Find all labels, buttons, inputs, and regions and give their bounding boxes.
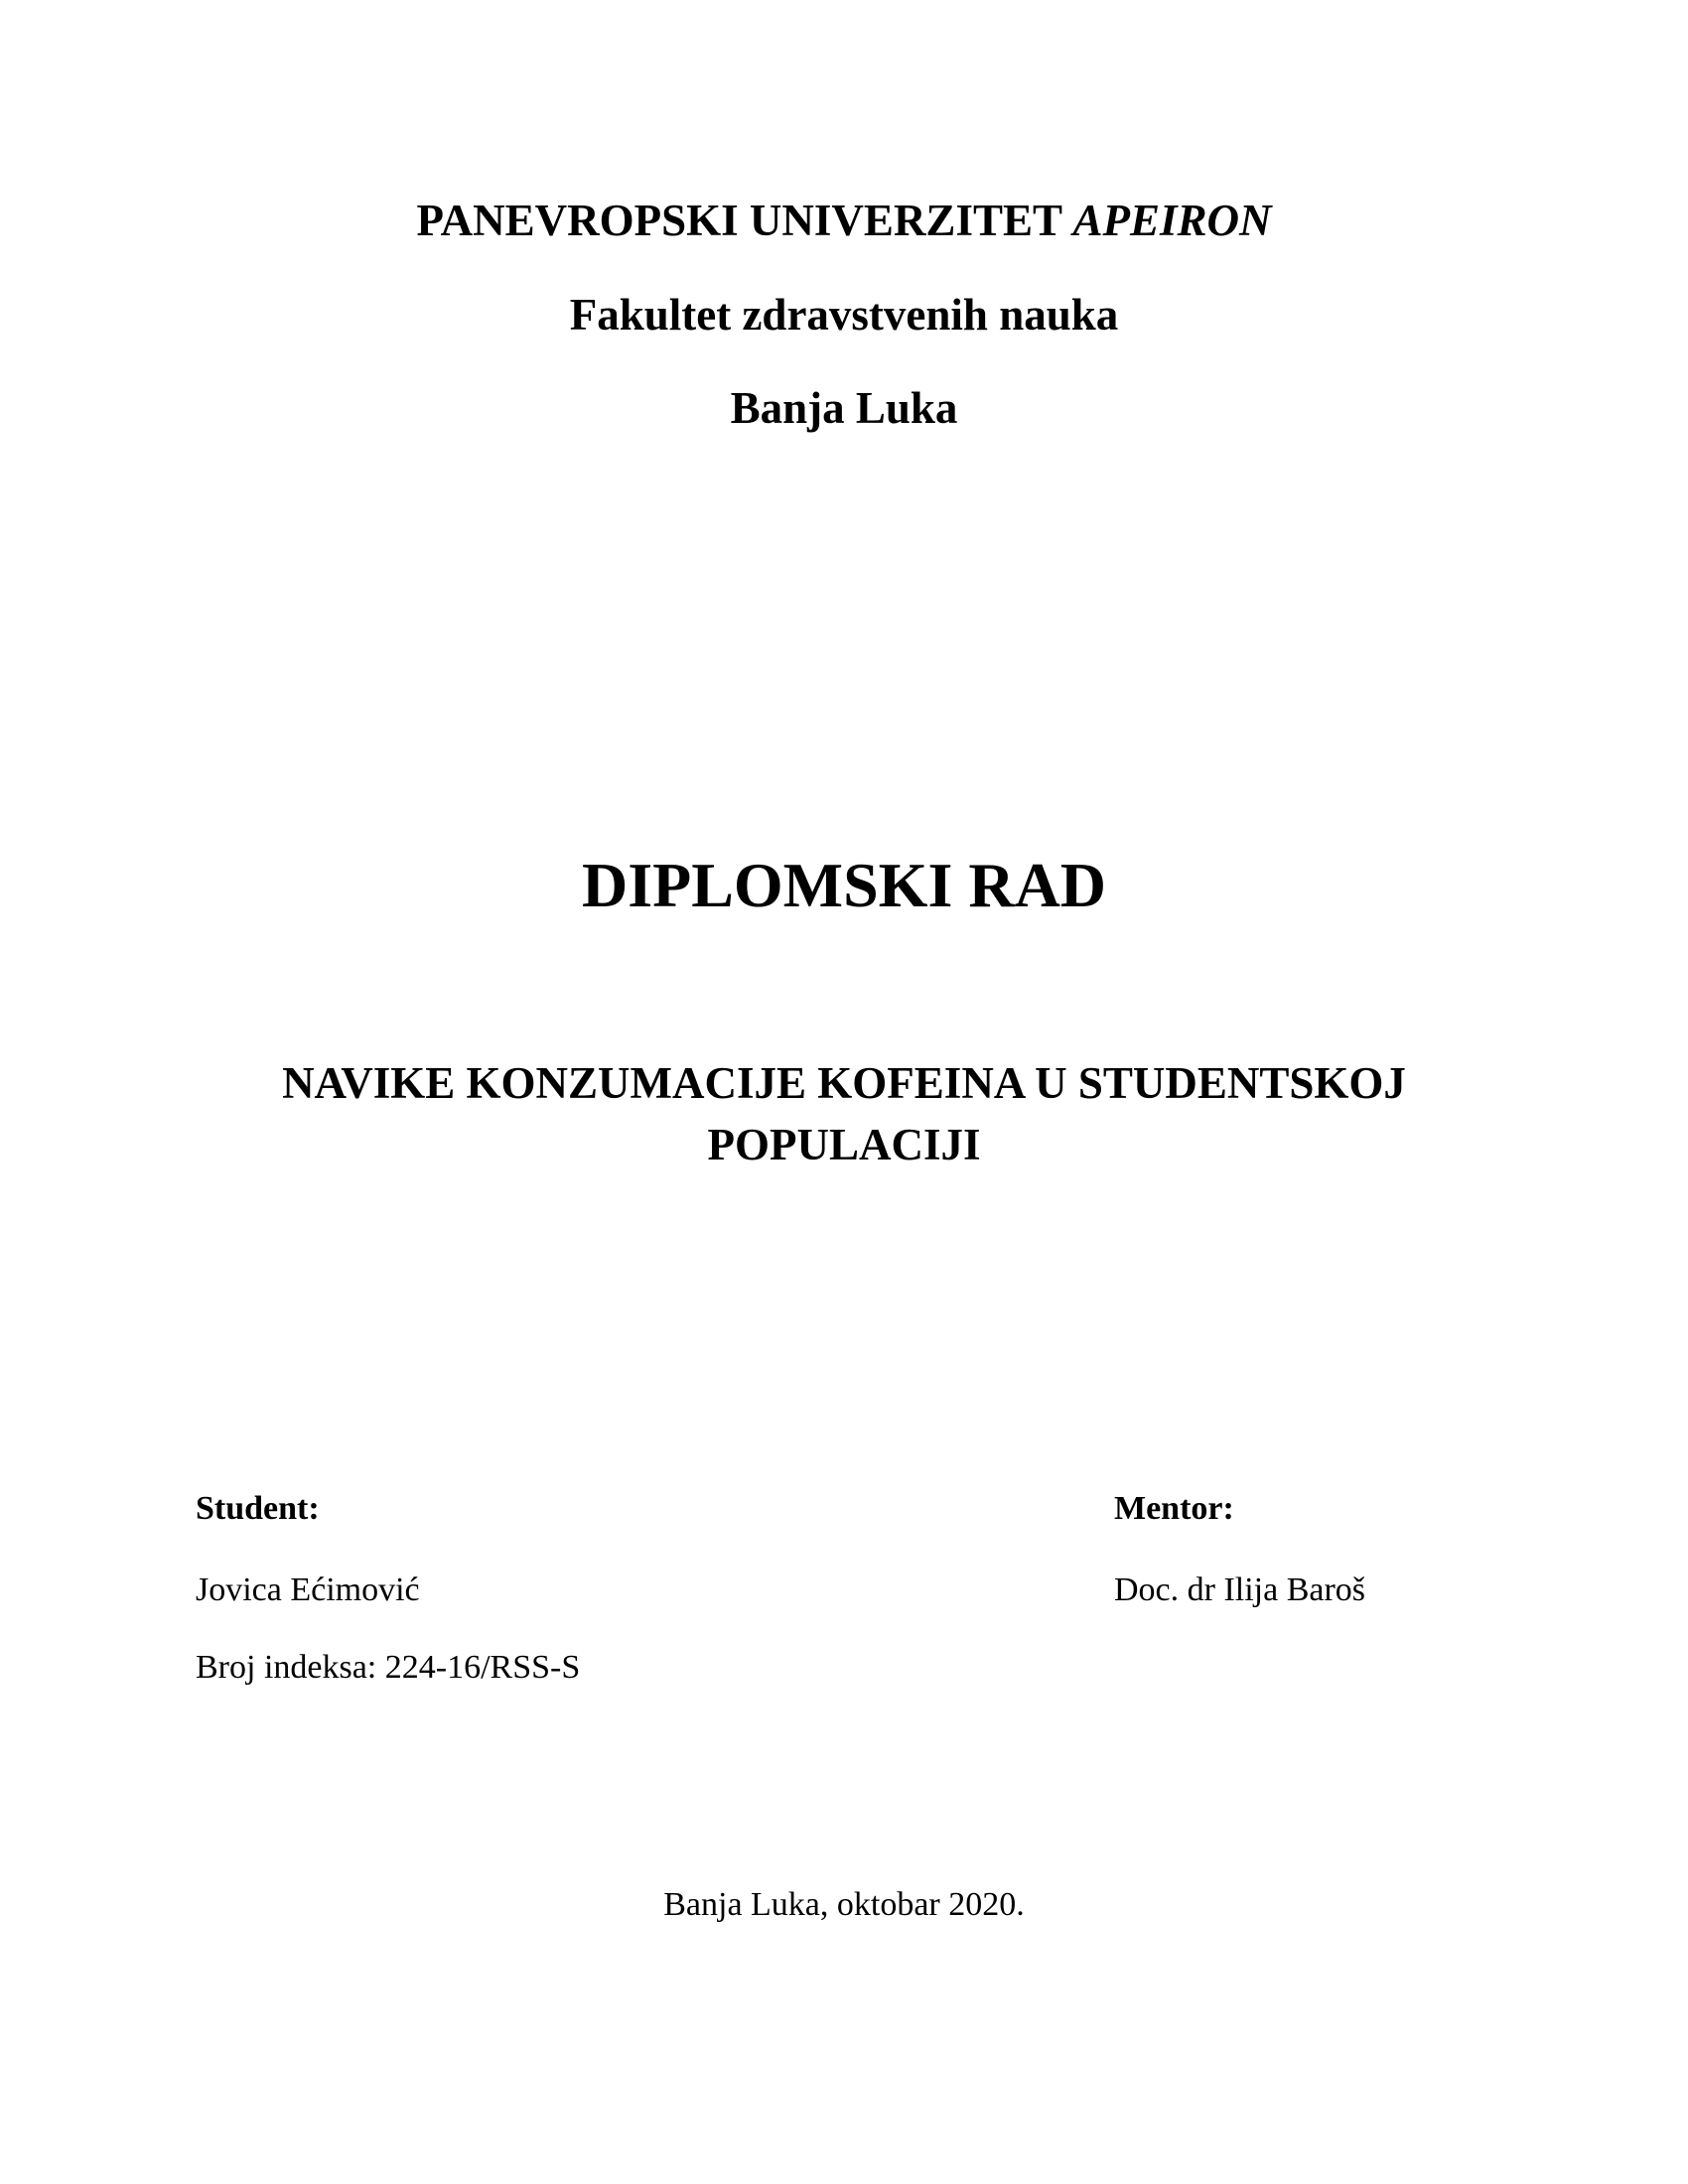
thesis-title xyxy=(149,1052,1539,1175)
mentor-name: Doc. dr Ilija Baroš xyxy=(1114,1571,1366,1608)
student-index-number: Broj indeksa: 224-16/RSS-S xyxy=(196,1649,581,1686)
thesis-title-line-2: POPULACIJI xyxy=(707,1120,981,1169)
student-label: Student: xyxy=(196,1490,320,1527)
university-brand: APEIRON xyxy=(1072,196,1272,245)
document-type: DIPLOMSKI RAD xyxy=(581,850,1107,920)
university-city: Banja Luka xyxy=(730,383,958,433)
faculty-name: Fakultet zdravstvenih nauka xyxy=(569,290,1119,340)
mentor-label: Mentor: xyxy=(1114,1490,1234,1527)
university-prefix: PANEVROPSKI UNIVERZITET xyxy=(416,196,1062,245)
student-name: Jovica Ećimović xyxy=(196,1571,420,1608)
thesis-title-line-1: NAVIKE KONZUMACIJE KOFEINA U STUDENTSKOJ xyxy=(282,1058,1406,1108)
place-and-date: Banja Luka, oktobar 2020. xyxy=(663,1886,1025,1923)
university-name xyxy=(0,195,1688,246)
